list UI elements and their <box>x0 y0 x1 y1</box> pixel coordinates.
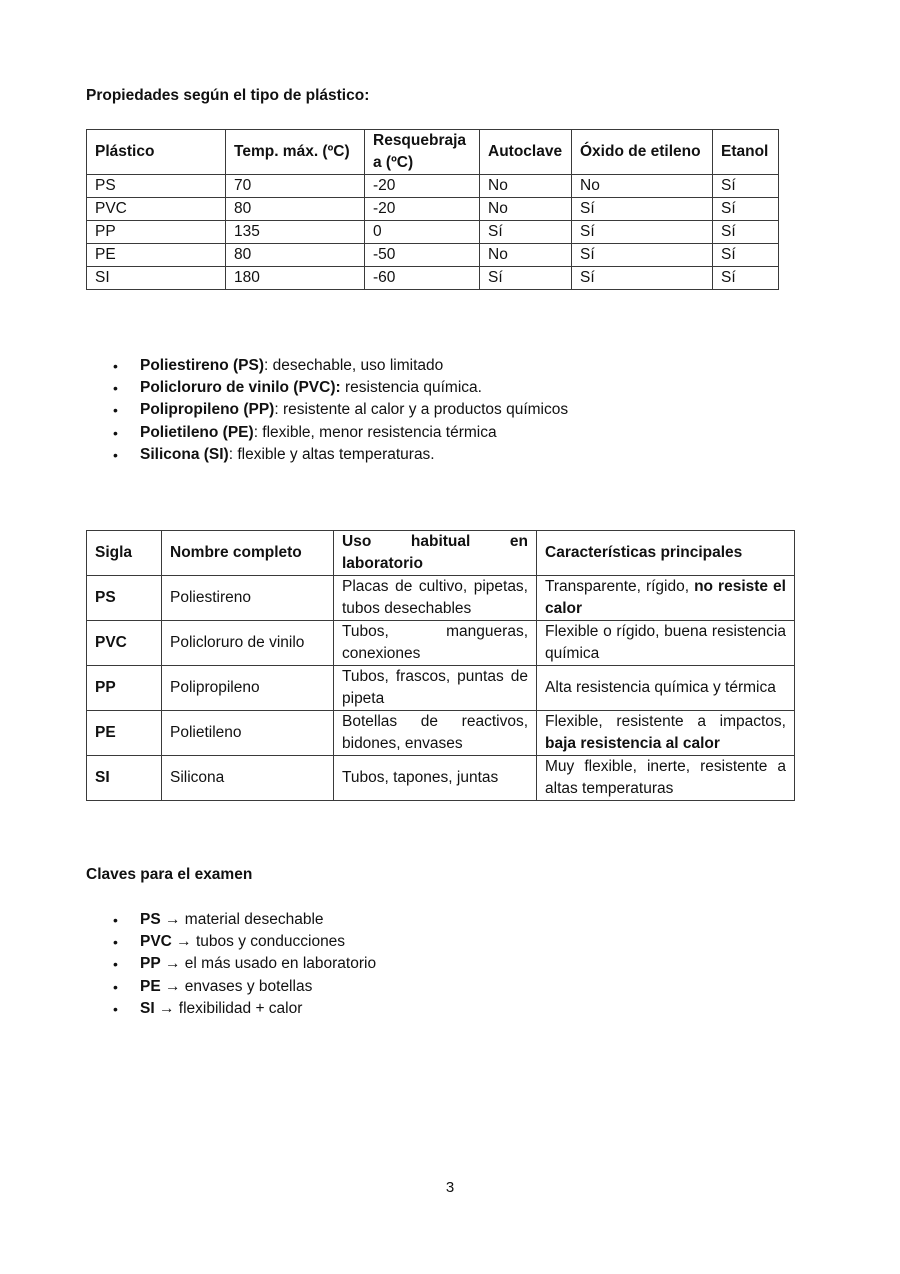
table-row <box>87 756 795 801</box>
list-item <box>86 998 376 1020</box>
list-item-description: : flexible y altas temperaturas. <box>228 445 435 463</box>
col-header-oxido-etileno: Óxido de etileno <box>572 130 713 175</box>
table-cell-uso: Botellas de reactivos, bidones, envases <box>334 711 537 756</box>
table-cell: PP <box>87 221 226 244</box>
table-cell: No <box>480 244 572 267</box>
table-header-row <box>87 130 779 175</box>
table-cell: PVC <box>87 198 226 221</box>
table-cell-sigla: PP <box>87 666 162 711</box>
table-cell: Sí <box>713 198 779 221</box>
table-cell-nombre: Polipropileno <box>162 666 334 711</box>
list-item-term: Poliestireno (PS) <box>140 357 265 374</box>
table-cell-uso: Tubos, frascos, puntas de pipeta <box>334 666 537 711</box>
table-cell: Sí <box>713 221 779 244</box>
table-row <box>87 711 795 756</box>
table-cell-sigla: PVC <box>87 621 162 666</box>
table-cell: Sí <box>572 244 713 267</box>
list-item-description: → el más usado en laboratorio <box>160 955 377 973</box>
list-item <box>86 399 568 421</box>
list-item <box>86 931 376 953</box>
table-cell-sigla: PS <box>87 576 162 621</box>
table-cell: SI <box>87 267 226 290</box>
table-cell: PE <box>87 244 226 267</box>
table-cell-caracteristicas <box>537 756 795 801</box>
list-item-description: resistencia química. <box>340 379 482 397</box>
list-item-description: → flexibilidad + calor <box>154 999 303 1017</box>
list-item-term: Silicona (SI) <box>140 445 229 463</box>
table-cell: 135 <box>226 221 365 244</box>
table-cell-sigla: PE <box>87 711 162 756</box>
list-item <box>86 909 376 931</box>
table-cell: PS <box>87 175 226 198</box>
list-item-term: PS <box>140 911 161 928</box>
table-cell: -20 <box>365 175 480 198</box>
col-header-caracteristicas: Características principales <box>537 531 795 576</box>
table-cell: 180 <box>226 267 365 290</box>
table-row <box>87 576 795 621</box>
list-item-description: → envases y botellas <box>160 977 313 995</box>
section-heading-properties: Propiedades según el tipo de plástico: <box>86 87 370 104</box>
table-cell-caracteristicas <box>537 621 795 666</box>
list-item-term: SI <box>140 999 155 1017</box>
list-item-term: Polipropileno (PP) <box>140 401 275 419</box>
table-cell-caracteristicas <box>537 576 795 621</box>
section-heading-exam-keys: Claves para el examen <box>86 866 253 883</box>
table-header-row <box>87 531 795 576</box>
table-row <box>87 244 779 267</box>
table-cell: No <box>480 175 572 198</box>
list-item <box>86 953 376 975</box>
exam-keys-list <box>86 909 376 1020</box>
col-header-nombre-completo: Nombre completo <box>162 531 334 576</box>
table-cell: 80 <box>226 198 365 221</box>
table-cell-nombre: Silicona <box>162 756 334 801</box>
list-item-description: : desechable, uso limitado <box>264 357 444 374</box>
list-item-description: : resistente al calor y a productos químicos <box>274 401 569 419</box>
col-header-sigla: Sigla <box>87 531 162 576</box>
table-row <box>87 621 795 666</box>
plastics-summary-list <box>86 355 568 466</box>
cell-text: Transparente, rígido, <box>545 578 695 595</box>
cell-text: Muy flexible, inerte, resistente a altas temperaturas <box>545 758 786 797</box>
table-cell: 70 <box>226 175 365 198</box>
col-header-uso-habitual: Uso habitual en laboratorio <box>334 531 537 576</box>
table-row <box>87 198 779 221</box>
table-cell: -50 <box>365 244 480 267</box>
list-item <box>86 444 568 466</box>
list-item-term: PE <box>140 977 161 995</box>
table-cell: 0 <box>365 221 480 244</box>
table-cell: Sí <box>713 244 779 267</box>
list-item-term: PP <box>140 955 161 973</box>
table-cell-uso: Placas de cultivo, pipetas, tubos desechables <box>334 576 537 621</box>
table-cell: -60 <box>365 267 480 290</box>
table-row <box>87 267 779 290</box>
table-row <box>87 221 779 244</box>
list-item-term: Polietileno (PE) <box>140 423 254 441</box>
list-item-description: → tubos y conducciones <box>171 933 346 951</box>
cell-text-bold: no resiste el calor <box>545 578 786 617</box>
cell-text: Alta resistencia química y térmica <box>545 679 776 696</box>
table-cell-caracteristicas <box>537 666 795 711</box>
table-cell-uso: Tubos, tapones, juntas <box>334 756 537 801</box>
cell-text: Flexible, resistente a impactos, <box>545 713 786 730</box>
table-cell: Sí <box>480 267 572 290</box>
table-cell: No <box>572 175 713 198</box>
table-cell: Sí <box>572 198 713 221</box>
list-item-term: PVC <box>140 933 172 951</box>
table-cell: Sí <box>713 175 779 198</box>
cell-text-bold: baja resistencia al calor <box>545 735 720 752</box>
table-cell-sigla: SI <box>87 756 162 801</box>
list-item <box>86 976 376 998</box>
list-item-description: → material desechable <box>160 911 324 928</box>
table-cell-nombre: Polietileno <box>162 711 334 756</box>
plastics-uses-table <box>86 530 795 801</box>
table-cell: Sí <box>713 267 779 290</box>
table-cell: 80 <box>226 244 365 267</box>
col-header-resquebraja: Resquebraja a (ºC) <box>365 130 480 175</box>
list-item <box>86 355 568 377</box>
cell-text: Flexible o rígido, buena resistencia química <box>545 623 786 662</box>
table-cell: Sí <box>480 221 572 244</box>
table-row <box>87 666 795 711</box>
list-item-description: : flexible, menor resistencia térmica <box>253 423 497 441</box>
table-cell-nombre: Policloruro de vinilo <box>162 621 334 666</box>
table-cell-nombre: Poliestireno <box>162 576 334 621</box>
page-number: 3 <box>445 1179 455 1196</box>
list-item-term: Policloruro de vinilo (PVC): <box>140 379 341 397</box>
col-header-temp-max: Temp. máx. (ºC) <box>226 130 365 175</box>
properties-table <box>86 129 779 290</box>
table-cell: Sí <box>572 221 713 244</box>
col-header-autoclave: Autoclave <box>480 130 572 175</box>
table-row <box>87 175 779 198</box>
table-cell-caracteristicas <box>537 711 795 756</box>
list-item <box>86 422 568 444</box>
table-cell: No <box>480 198 572 221</box>
col-header-plastico: Plástico <box>87 130 226 175</box>
col-header-etanol: Etanol <box>713 130 779 175</box>
table-cell-uso: Tubos, mangueras, conexiones <box>334 621 537 666</box>
table-cell: -20 <box>365 198 480 221</box>
table-cell: Sí <box>572 267 713 290</box>
list-item <box>86 377 568 399</box>
